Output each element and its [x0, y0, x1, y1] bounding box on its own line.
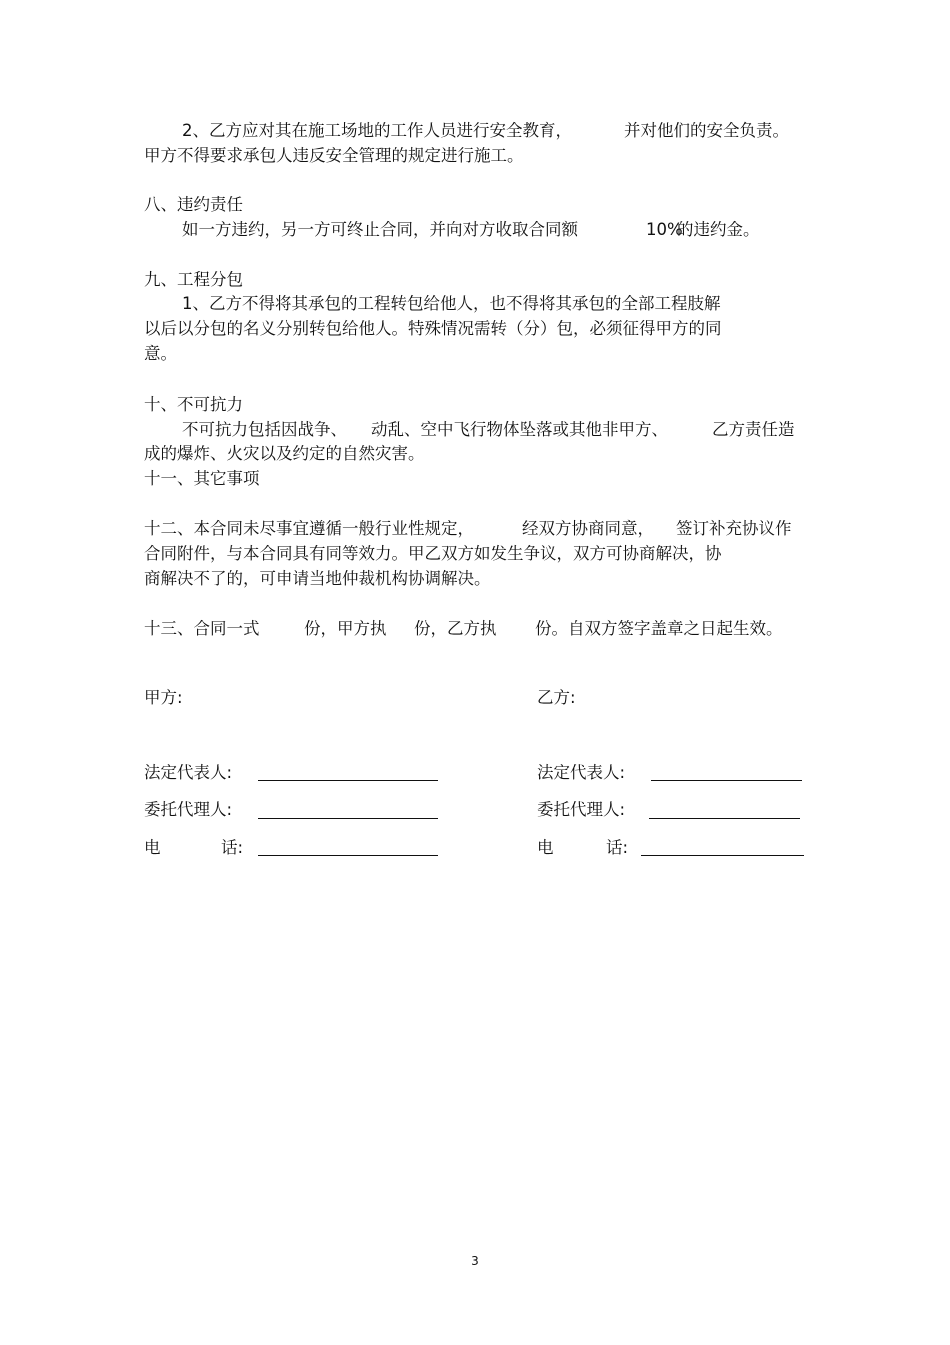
party-b-rep-line[interactable] [651, 780, 802, 781]
clause9-line3: 意。 [144, 344, 177, 363]
party-a-rep-line[interactable] [258, 780, 438, 781]
clause10-line2: 成的爆炸、火灾以及约定的自然灾害。 [144, 444, 425, 463]
clause13-part3: 份，乙方执 [414, 619, 497, 638]
clause8-line1a: 如一方违约，另一方可终止合同，并向对方收取合同额 [182, 220, 578, 239]
party-a-title: 甲方: [144, 688, 183, 707]
clause9-heading: 九、工程分包 [144, 270, 243, 289]
party-b-agent-label: 委托代理人: [537, 800, 626, 819]
party-a-phone-line[interactable] [258, 855, 438, 856]
clause8-heading: 八、违约责任 [144, 195, 243, 214]
party-b-rep-label: 法定代表人: [537, 763, 626, 782]
party-b-phone-line[interactable] [641, 855, 804, 856]
clause10-heading: 十、不可抗力 [144, 395, 243, 414]
clause12-line1c: 签订补充协议作 [676, 519, 792, 538]
clause9-line1: 1、乙方不得将其承包的工程转包给他人，也不得将其承包的全部工程肢解 [182, 294, 721, 313]
party-a-phone-label-1: 电 [144, 838, 161, 857]
party-a-agent-line[interactable] [258, 818, 438, 819]
clause12-line1a: 十二、本合同未尽事宜遵循一般行业性规定， [144, 519, 474, 538]
clause8-percent: 10% [646, 220, 683, 239]
clause10-line1c: 乙方责任造 [712, 420, 795, 439]
clause10-line1a: 不可抗力包括因战争、 [182, 420, 347, 439]
clause13-part4: 份。自双方签字盖章之日起生效。 [535, 619, 783, 638]
clause12-line1b: 经双方协商同意， [522, 519, 654, 538]
clause7-line1b: 并对他们的安全负责。 [624, 121, 789, 140]
clause10-line1b: 动乱、空中飞行物体坠落或其他非甲方、 [371, 420, 668, 439]
clause7-line2: 甲方不得要求承包人违反安全管理的规定进行施工。 [144, 146, 524, 165]
party-a-phone-label-2: 话: [221, 838, 244, 857]
clause8-line1b: 的违约金。 [677, 220, 760, 239]
clause13-part2: 份，甲方执 [304, 619, 387, 638]
party-a-rep-label: 法定代表人: [144, 763, 233, 782]
party-b-agent-line[interactable] [649, 818, 800, 819]
clause7-line1a: 2、乙方应对其在施工场地的工作人员进行安全教育， [182, 121, 572, 140]
clause11-heading: 十一、其它事项 [144, 469, 260, 488]
party-b-title: 乙方: [537, 688, 576, 707]
party-b-phone-label-2: 话: [606, 838, 629, 857]
clause13-part1: 十三、合同一式 [144, 619, 260, 638]
page-number: 3 [471, 1254, 479, 1268]
party-b-phone-label-1: 电 [537, 838, 554, 857]
party-a-agent-label: 委托代理人: [144, 800, 233, 819]
clause12-line2: 合同附件，与本合同具有同等效力。甲乙双方如发生争议，双方可协商解决，协 [144, 544, 722, 563]
clause9-line2: 以后以分包的名义分别转包给他人。特殊情况需转（分）包，必须征得甲方的同 [144, 319, 722, 338]
clause12-line3: 商解决不了的，可申请当地仲裁机构协调解决。 [144, 569, 491, 588]
